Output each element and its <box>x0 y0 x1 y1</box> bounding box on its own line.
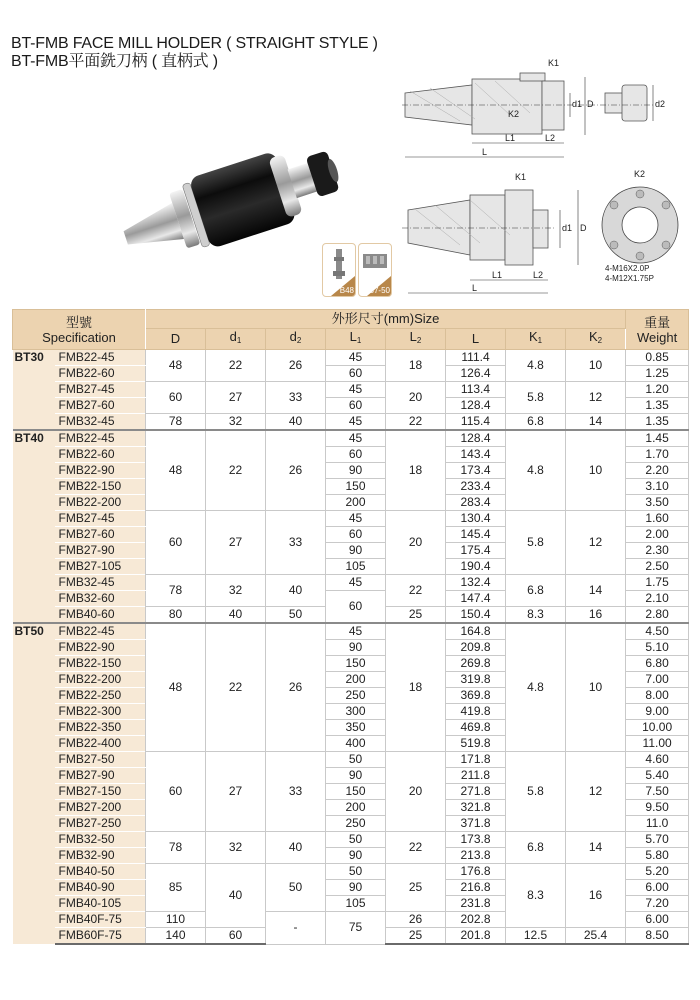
cell-L: 126.4 <box>446 366 506 382</box>
cell-weight: 6.00 <box>626 880 689 896</box>
cell-d1: 32 <box>206 575 266 607</box>
cell-L2: 25 <box>386 928 446 945</box>
cell-L: 128.4 <box>446 430 506 447</box>
cell-L2: 26 <box>386 912 446 928</box>
cell-K1: 5.8 <box>506 511 566 575</box>
model-cell: FMB22-150 <box>55 479 146 495</box>
cell-weight: 5.40 <box>626 768 689 784</box>
cell-L1: 300 <box>326 704 386 720</box>
cell-K2: 14 <box>566 832 626 864</box>
cell-L1: 90 <box>326 880 386 896</box>
col-d2: $d_2$ <box>266 329 326 350</box>
cell-weight: 2.80 <box>626 607 689 624</box>
table-row <box>13 350 689 366</box>
cell-weight: 1.70 <box>626 447 689 463</box>
cell-D: 60 <box>146 382 206 414</box>
cell-L: 211.8 <box>446 768 506 784</box>
cell-L: 173.8 <box>446 832 506 848</box>
cell-D: 48 <box>146 350 206 382</box>
cell-weight: 9.50 <box>626 800 689 816</box>
product-photo-face-mill-holder <box>115 115 365 255</box>
cell-L: 319.8 <box>446 672 506 688</box>
group-label-bt30: BT30 <box>13 350 55 431</box>
cell-L1: 90 <box>326 848 386 864</box>
cell-L: 216.8 <box>446 880 506 896</box>
cell-L2: 18 <box>386 350 446 382</box>
svg-text:L2: L2 <box>545 133 556 143</box>
model-cell: FMB60F-75 <box>55 928 146 945</box>
table-row <box>13 864 689 880</box>
cell-d1: 22 <box>206 350 266 382</box>
cell-K2: 14 <box>566 414 626 431</box>
header-specification: 型號 Specification <box>13 310 146 350</box>
svg-text:L: L <box>482 147 488 157</box>
cell-L1: 60 <box>326 447 386 463</box>
cell-L: 130.4 <box>446 511 506 527</box>
cell-L1: 200 <box>326 672 386 688</box>
cell-L1: 45 <box>326 350 386 366</box>
model-cell: FMB22-200 <box>55 672 146 688</box>
cell-d2: - <box>266 912 326 945</box>
cell-weight: 5.10 <box>626 640 689 656</box>
specification-table <box>12 309 689 945</box>
cell-L: 175.4 <box>446 543 506 559</box>
table-row <box>13 623 689 640</box>
cell-weight: 2.50 <box>626 559 689 575</box>
cell-weight: 11.00 <box>626 736 689 752</box>
cell-L: 128.4 <box>446 398 506 414</box>
model-cell: FMB22-45 <box>55 350 146 366</box>
cell-L: 113.4 <box>446 382 506 398</box>
cell-L1: 250 <box>326 688 386 704</box>
model-cell: FMB22-200 <box>55 495 146 511</box>
cell-L1: 150 <box>326 656 386 672</box>
cell-L1: 50 <box>326 864 386 880</box>
cell-weight: 4.60 <box>626 752 689 768</box>
model-cell: FMB27-60 <box>55 398 146 414</box>
model-cell: FMB27-45 <box>55 511 146 527</box>
cell-weight: 6.00 <box>626 912 689 928</box>
cell-L1: 105 <box>326 559 386 575</box>
cell-K1: 4.8 <box>506 430 566 511</box>
cell-L: 171.8 <box>446 752 506 768</box>
model-cell: FMB40-50 <box>55 864 146 880</box>
cell-D: 80 <box>146 607 206 624</box>
cell-L1: 45 <box>326 623 386 640</box>
cell-K1: 4.8 <box>506 623 566 752</box>
cell-weight: 1.60 <box>626 511 689 527</box>
model-cell: FMB22-45 <box>55 623 146 640</box>
cell-weight: 6.80 <box>626 656 689 672</box>
model-cell: FMB27-45 <box>55 382 146 398</box>
cell-L1: 90 <box>326 543 386 559</box>
cell-L2: 20 <box>386 511 446 575</box>
badge-label: C37-50 <box>363 286 390 295</box>
svg-text:K2: K2 <box>508 109 520 119</box>
cell-d1: 32 <box>206 414 266 431</box>
model-cell: FMB32-50 <box>55 832 146 848</box>
cell-L: 369.8 <box>446 688 506 704</box>
svg-text:d2: d2 <box>655 99 665 109</box>
cell-L1: 150 <box>326 479 386 495</box>
svg-text:4-M16X2.0P: 4-M16X2.0P <box>605 264 650 273</box>
svg-text:K1: K1 <box>515 172 527 182</box>
svg-text:d1: d1 <box>572 99 583 109</box>
cell-weight: 5.70 <box>626 832 689 848</box>
cell-weight: 3.50 <box>626 495 689 511</box>
model-cell: FMB32-45 <box>55 575 146 591</box>
cell-d2: 40 <box>266 575 326 607</box>
cell-K1: 6.8 <box>506 414 566 431</box>
cell-L1: 50 <box>326 832 386 848</box>
cell-L1: 200 <box>326 495 386 511</box>
cell-d2: 33 <box>266 511 326 575</box>
badge-label: B48 <box>339 286 354 295</box>
cell-L: 164.8 <box>446 623 506 640</box>
col-L1: $L_1$ <box>326 329 386 350</box>
cell-L1: 105 <box>326 896 386 912</box>
cell-D: 60 <box>146 511 206 575</box>
col-d1: $d_1$ <box>206 329 266 350</box>
cell-weight: 0.85 <box>626 350 689 366</box>
cell-D: 78 <box>146 414 206 431</box>
cell-L1: 60 <box>326 527 386 543</box>
model-cell: FMB22-400 <box>55 736 146 752</box>
model-cell: FMB22-250 <box>55 688 146 704</box>
cell-K1: 5.8 <box>506 382 566 414</box>
model-cell: FMB22-300 <box>55 704 146 720</box>
cell-D: 48 <box>146 623 206 752</box>
cell-weight: 7.20 <box>626 896 689 912</box>
cell-d2: 40 <box>266 414 326 431</box>
cell-weight: 11.0 <box>626 816 689 832</box>
table-row <box>13 414 689 431</box>
cell-L: 176.8 <box>446 864 506 880</box>
cell-L: 145.4 <box>446 527 506 543</box>
cell-K2: 25.4 <box>566 928 626 945</box>
cell-weight: 7.00 <box>626 672 689 688</box>
flange-end-view <box>602 187 678 263</box>
title-english: BT-FMB FACE MILL HOLDER ( STRAIGHT STYLE ) <box>11 35 378 52</box>
col-K2: $K_2$ <box>566 329 626 350</box>
model-cell: FMB40-105 <box>55 896 146 912</box>
cell-d2: 50 <box>266 864 326 912</box>
cell-K2: 12 <box>566 511 626 575</box>
cell-L: 469.8 <box>446 720 506 736</box>
cell-d2: 33 <box>266 382 326 414</box>
cell-weight: 2.10 <box>626 591 689 607</box>
model-cell: FMB22-45 <box>55 430 146 447</box>
model-cell: FMB32-60 <box>55 591 146 607</box>
cell-L1: 90 <box>326 463 386 479</box>
cell-weight: 2.00 <box>626 527 689 543</box>
cell-L: 115.4 <box>446 414 506 431</box>
model-cell: FMB22-90 <box>55 463 146 479</box>
model-cell: FMB27-50 <box>55 752 146 768</box>
cell-L1: 250 <box>326 816 386 832</box>
model-cell: FMB22-150 <box>55 656 146 672</box>
cell-K2: 10 <box>566 430 626 511</box>
header-weight: 重量 Weight <box>626 310 689 350</box>
cell-K2: 14 <box>566 575 626 607</box>
model-cell: FMB40-60 <box>55 607 146 624</box>
cell-L2: 22 <box>386 575 446 607</box>
cell-weight: 3.10 <box>626 479 689 495</box>
cell-d1: 22 <box>206 430 266 511</box>
cell-L2: 18 <box>386 623 446 752</box>
cell-L1: 60 <box>326 591 386 624</box>
cell-L: 283.4 <box>446 495 506 511</box>
group-label-bt50: BT50 <box>13 623 55 944</box>
cell-L: 173.4 <box>446 463 506 479</box>
model-cell: FMB27-200 <box>55 800 146 816</box>
cell-D: 85 <box>146 864 206 912</box>
cell-K1: 6.8 <box>506 575 566 607</box>
cell-L: 190.4 <box>446 559 506 575</box>
cell-d1: 40 <box>206 607 266 624</box>
model-cell: FMB22-60 <box>55 447 146 463</box>
cell-d2: 40 <box>266 832 326 864</box>
cell-L1: 150 <box>326 784 386 800</box>
cell-L1: 75 <box>326 912 386 945</box>
cell-weight: 7.50 <box>626 784 689 800</box>
cell-D: 60 <box>146 752 206 832</box>
model-cell: FMB40-90 <box>55 880 146 896</box>
svg-text:d1: d1 <box>562 223 573 233</box>
svg-text:K2: K2 <box>634 169 646 179</box>
table-row <box>13 752 689 768</box>
model-cell: FMB27-60 <box>55 527 146 543</box>
cell-K1: 6.8 <box>506 832 566 864</box>
cell-L: 201.8 <box>446 928 506 945</box>
cell-D: 78 <box>146 575 206 607</box>
cell-L1: 45 <box>326 575 386 591</box>
title-chinese: BT-FMB平面銑刀柄 ( 直柄式 ) <box>11 53 218 70</box>
col-D: D <box>146 329 206 350</box>
cell-L2: 25 <box>386 607 446 624</box>
badge-c37-50 <box>358 243 392 297</box>
model-cell: FMB27-150 <box>55 784 146 800</box>
cell-weight: 1.20 <box>626 382 689 398</box>
cell-weight: 2.30 <box>626 543 689 559</box>
cell-d2: 26 <box>266 430 326 511</box>
cell-L: 271.8 <box>446 784 506 800</box>
table-row <box>13 382 689 398</box>
badge-b48 <box>322 243 356 297</box>
model-cell: FMB22-90 <box>55 640 146 656</box>
cell-K2: 12 <box>566 752 626 832</box>
cell-weight: 8.50 <box>626 928 689 945</box>
cell-K2: 16 <box>566 607 626 624</box>
svg-text:L1: L1 <box>492 270 503 280</box>
group-label-bt40: BT40 <box>13 430 55 623</box>
cell-L2: 18 <box>386 430 446 511</box>
cell-weight: 1.75 <box>626 575 689 591</box>
model-cell: FMB22-60 <box>55 366 146 382</box>
model-cell: FMB40F-75 <box>55 912 146 928</box>
cell-L: 371.8 <box>446 816 506 832</box>
cell-K1: 5.8 <box>506 752 566 832</box>
cell-L1: 90 <box>326 768 386 784</box>
cell-L: 519.8 <box>446 736 506 752</box>
model-cell: FMB22-350 <box>55 720 146 736</box>
col-K1: $K_1$ <box>506 329 566 350</box>
cell-D: 48 <box>146 430 206 511</box>
cell-L1: 60 <box>326 398 386 414</box>
cell-L2: 25 <box>386 864 446 912</box>
cell-L1: 400 <box>326 736 386 752</box>
cell-K2: 10 <box>566 623 626 752</box>
cell-L: 150.4 <box>446 607 506 624</box>
table-row <box>13 430 689 447</box>
cell-K1: 12.5 <box>506 928 566 945</box>
cell-L1: 350 <box>326 720 386 736</box>
cell-L: 111.4 <box>446 350 506 366</box>
cell-L2: 22 <box>386 832 446 864</box>
cell-d1: 32 <box>206 832 266 864</box>
cell-L: 321.8 <box>446 800 506 816</box>
cell-L: 202.8 <box>446 912 506 928</box>
svg-text:4-M12X1.75P: 4-M12X1.75P <box>605 274 654 283</box>
model-cell: FMB27-105 <box>55 559 146 575</box>
cell-d1: 60 <box>206 928 266 945</box>
cell-d2: 26 <box>266 623 326 752</box>
cell-weight: 5.80 <box>626 848 689 864</box>
cell-L: 132.4 <box>446 575 506 591</box>
col-L: L <box>446 329 506 350</box>
cell-weight: 4.50 <box>626 623 689 640</box>
cell-weight: 1.25 <box>626 366 689 382</box>
model-cell: FMB27-250 <box>55 816 146 832</box>
cell-L: 143.4 <box>446 447 506 463</box>
cell-D: 140 <box>146 928 206 945</box>
model-cell: FMB27-90 <box>55 543 146 559</box>
cell-weight: 8.00 <box>626 688 689 704</box>
cell-K1: 4.8 <box>506 350 566 382</box>
cell-K1: 8.3 <box>506 607 566 624</box>
technical-drawing-bt30-bt40 <box>400 55 665 165</box>
cell-L1: 45 <box>326 511 386 527</box>
cell-weight: 1.45 <box>626 430 689 447</box>
cell-L1: 45 <box>326 414 386 431</box>
cell-L: 213.8 <box>446 848 506 864</box>
model-cell: FMB32-90 <box>55 848 146 864</box>
cell-K2: 12 <box>566 382 626 414</box>
cell-K2: 10 <box>566 350 626 382</box>
col-L2: $L_2$ <box>386 329 446 350</box>
model-cell: FMB27-90 <box>55 768 146 784</box>
cell-weight: 5.20 <box>626 864 689 880</box>
technical-drawing-bt50 <box>400 165 680 295</box>
svg-text:L1: L1 <box>505 133 516 143</box>
header-size: 外形尺寸(mm)Size <box>146 310 626 329</box>
cell-L: 147.4 <box>446 591 506 607</box>
cell-L: 419.8 <box>446 704 506 720</box>
cell-L2: 22 <box>386 414 446 431</box>
cell-weight: 2.20 <box>626 463 689 479</box>
cell-d2: 33 <box>266 752 326 832</box>
cell-weight: 9.00 <box>626 704 689 720</box>
svg-text:L: L <box>472 283 478 293</box>
cell-D: 110 <box>146 912 206 928</box>
cell-L1: 45 <box>326 430 386 447</box>
svg-text:L2: L2 <box>533 270 544 280</box>
cell-K1: 8.3 <box>506 864 566 928</box>
cell-D: 78 <box>146 832 206 864</box>
cell-L1: 60 <box>326 366 386 382</box>
cell-L1: 50 <box>326 752 386 768</box>
table-row <box>13 575 689 591</box>
cell-d1: 40 <box>206 864 266 928</box>
cell-L1: 90 <box>326 640 386 656</box>
table-row <box>13 832 689 848</box>
cell-d2: 50 <box>266 607 326 624</box>
cell-d1: 27 <box>206 752 266 832</box>
cell-d2: 26 <box>266 350 326 382</box>
cell-d1: 27 <box>206 511 266 575</box>
cell-weight: 1.35 <box>626 414 689 431</box>
model-cell: FMB32-45 <box>55 414 146 431</box>
cell-weight: 1.35 <box>626 398 689 414</box>
svg-text:K1: K1 <box>548 58 560 68</box>
cell-d1: 27 <box>206 382 266 414</box>
cell-weight: 10.00 <box>626 720 689 736</box>
cell-K2: 16 <box>566 864 626 928</box>
cell-L: 233.4 <box>446 479 506 495</box>
svg-text:D: D <box>587 99 594 109</box>
cell-L2: 20 <box>386 382 446 414</box>
cell-L: 269.8 <box>446 656 506 672</box>
table-row <box>13 511 689 527</box>
cell-L2: 20 <box>386 752 446 832</box>
cell-L1: 45 <box>326 382 386 398</box>
cell-L: 209.8 <box>446 640 506 656</box>
svg-text:D: D <box>580 223 587 233</box>
page-title <box>11 35 378 71</box>
cell-d1: 22 <box>206 623 266 752</box>
cell-L1: 200 <box>326 800 386 816</box>
cell-L: 231.8 <box>446 896 506 912</box>
